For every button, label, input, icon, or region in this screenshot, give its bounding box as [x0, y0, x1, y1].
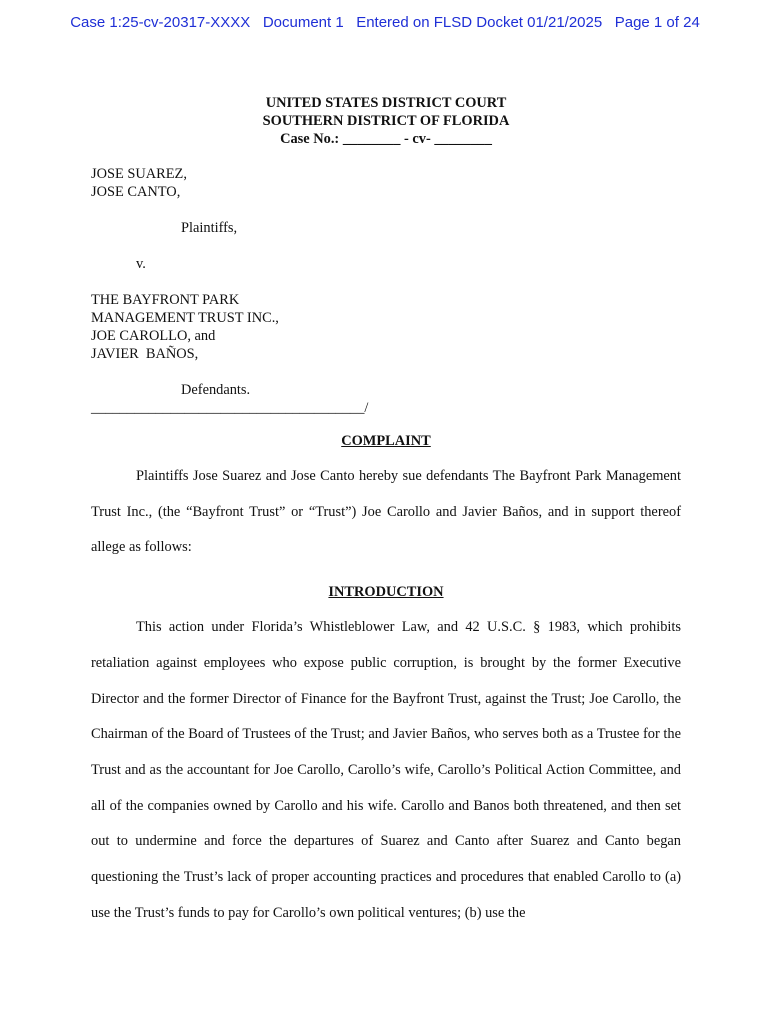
stamp-entered-date: Entered on FLSD Docket 01/21/2025: [356, 14, 603, 31]
caption-rule: ______________________________________/: [91, 400, 369, 416]
complaint-heading: COMPLAINT: [341, 433, 431, 449]
complaint-intro-paragraph: [91, 459, 681, 566]
plaintiff-canto: JOSE CANTO,: [91, 184, 181, 200]
stamp-case-number: Case 1:25-cv-20317-XXXX: [70, 14, 251, 31]
defendant-bayfront-line1: THE BAYFRONT PARK: [91, 292, 240, 308]
court-district: SOUTHERN DISTRICT OF FLORIDA: [262, 113, 510, 129]
court-name: UNITED STATES DISTRICT COURT: [265, 95, 507, 111]
case-number: Case No.: ________ - cv- ________: [280, 131, 492, 147]
defendant-banos: JAVIER BAÑOS,: [91, 346, 199, 362]
docket-stamp: [0, 14, 770, 31]
defendants-label: Defendants.: [181, 382, 251, 398]
plaintiff-suarez: JOSE SUAREZ,: [91, 166, 187, 182]
court-heading: [91, 94, 681, 148]
case-caption: [91, 165, 681, 417]
introduction-paragraph: [91, 610, 681, 931]
versus-label: v.: [136, 256, 146, 272]
introduction-text: This action under Florida’s Whistleblower Law, and 42 U.S.C. § 1983, which prohibits retaliation against employees who expose public corruption, is brought by the former Executive Director and the former Director of Finance for the Bayfront Trust, against the Trust; Joe Carollo, the Chairman of the Board of Trustees of the Trust; and Javier Baños, who serves both as a Trustee for the Trust and as the accountant for Joe Carollo, Carollo’s wife, Carollo’s Political Action Committee, and all of the companies owned by Carollo and his wife. Carollo and Banos both threatened, and then set out to undermine and force the departures of Suarez and Canto after Suarez and Canto began questioning the Trust’s lack of proper accounting practices and procedures that enabled Carollo to (a) use the Trust’s funds to pay for Carollo’s own political ventures; (b) use the: [91, 619, 681, 921]
plaintiffs-label: Plaintiffs,: [181, 220, 238, 236]
document-page: [91, 94, 681, 931]
stamp-page-number: Page 1 of 24: [614, 14, 700, 31]
defendant-carollo: JOE CAROLLO, and: [91, 328, 216, 344]
complaint-intro-text: Plaintiffs Jose Suarez and Jose Canto hereby sue defendants The Bayfront Park Management Trust Inc., (the “Bayfront Trust” or “Trust”) Joe Carollo and Javier Baños, and in support thereof allege as follows:: [91, 468, 681, 556]
defendant-bayfront-line2: MANAGEMENT TRUST INC.,: [91, 310, 279, 326]
stamp-document-number: Document 1: [262, 14, 344, 31]
introduction-heading: INTRODUCTION: [328, 584, 444, 601]
